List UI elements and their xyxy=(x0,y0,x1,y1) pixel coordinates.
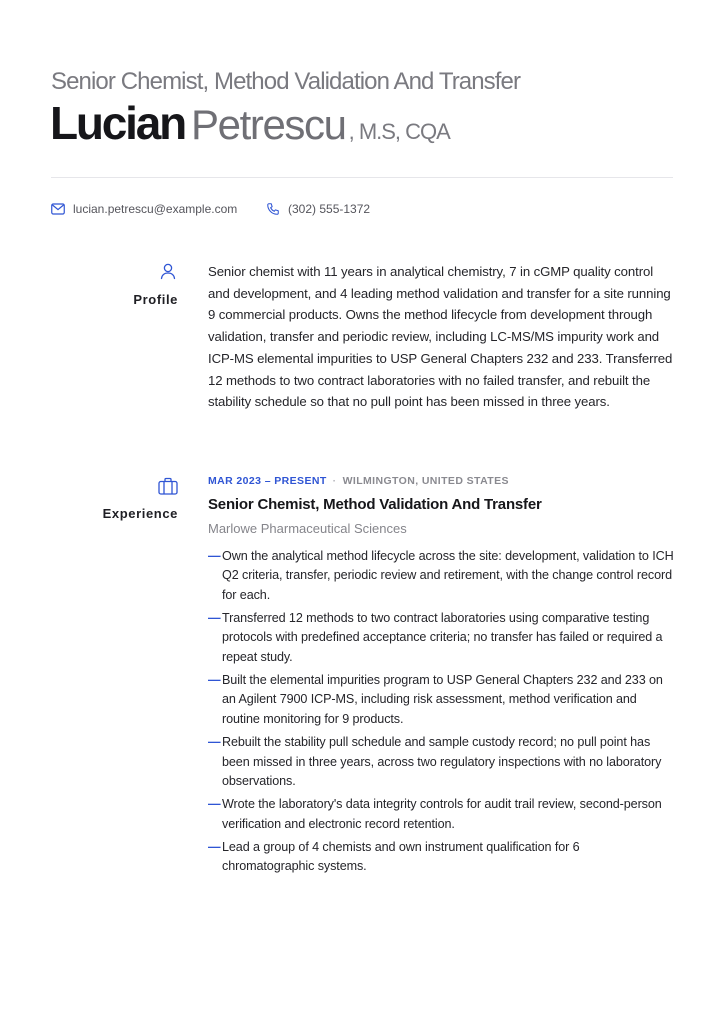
credentials: , M.S, CQA xyxy=(348,119,450,144)
email-text: lucian.petrescu@example.com xyxy=(73,202,238,216)
job-dates: MAR 2023 – PRESENT xyxy=(208,475,327,487)
bullet-marker: — xyxy=(208,840,221,855)
bullet-text: Own the analytical method lifecycle across the site: development, validation to ICH Q2 criteria, transfer, periodic review and retirement, with the change control record for each. xyxy=(222,549,674,602)
job-location: WILMINGTON, UNITED STATES xyxy=(342,475,509,487)
contact-email[interactable] xyxy=(51,200,237,218)
mail-icon xyxy=(51,203,65,215)
list-item xyxy=(208,733,674,791)
profile-summary: Senior chemist with 11 years in analytical chemistry, 7 in cGMP quality control and development, and 4 leading method validation and transfer for a site running 9 commercial products. Owns the method lifecycle from development through validation, transfer and periodic review, including LC-MS/MS impurity work and ICP-MS elemental impurities to USP General Chapters 232 and 233. Transferred 12 methods to two contract laboratories with no failed transfer, and rebuilt the stability schedule so that no pull point has been missed in three years. xyxy=(208,264,673,410)
person-icon xyxy=(159,262,177,280)
bullet-marker: — xyxy=(208,549,221,563)
phone-icon xyxy=(266,202,280,216)
list-item xyxy=(208,547,674,605)
bullet-marker: — xyxy=(208,735,221,750)
bullet-marker: — xyxy=(208,611,221,626)
bullet-text: Wrote the laboratory's data integrity controls for audit trail review, second-person verification and electronic record retention. xyxy=(222,797,662,831)
bullet-text: Transferred 12 methods to two contract laboratories using comparative testing protocols with predefined acceptance criteria; no transfer has failed or required a repeat study. xyxy=(222,611,663,664)
last-name: Petrescu xyxy=(191,101,346,148)
job-meta xyxy=(208,475,509,487)
headline: Senior Chemist, Method Validation And Transfer xyxy=(51,68,521,95)
job-bullets xyxy=(208,547,674,881)
contact-phone[interactable] xyxy=(266,200,370,218)
section-label-experience: Experience xyxy=(102,506,178,521)
phone-text: (302) 555-1372 xyxy=(288,202,371,216)
bullet-text: Built the elemental impurities program to USP General Chapters 232 and 233 on an Agilent 7900 ICP-MS, including risk assessment, method verification and routine monitoring for 9 products. xyxy=(222,673,663,726)
job-title: Senior Chemist, Method Validation And Transfer xyxy=(208,496,542,513)
full-name xyxy=(50,96,450,162)
section-label-profile: Profile xyxy=(133,292,178,307)
bullet-text: Lead a group of 4 chemists and own instrument qualification for 6 chromatographic systems. xyxy=(222,840,580,874)
list-item xyxy=(208,838,674,877)
company-name: Marlowe Pharmaceutical Sciences xyxy=(208,521,407,536)
header-divider xyxy=(51,177,673,178)
list-item xyxy=(208,609,674,667)
list-item xyxy=(208,671,674,729)
meta-separator: · xyxy=(332,475,337,487)
bullet-marker: — xyxy=(208,673,221,688)
bullet-text: Rebuilt the stability pull schedule and sample custody record; no pull point has been missed in three years, across two regulatory inspections with no laboratory observations. xyxy=(222,735,662,788)
first-name: Lucian xyxy=(50,97,186,149)
bullet-marker: — xyxy=(208,797,221,812)
list-item xyxy=(208,795,674,834)
briefcase-icon xyxy=(158,477,178,495)
